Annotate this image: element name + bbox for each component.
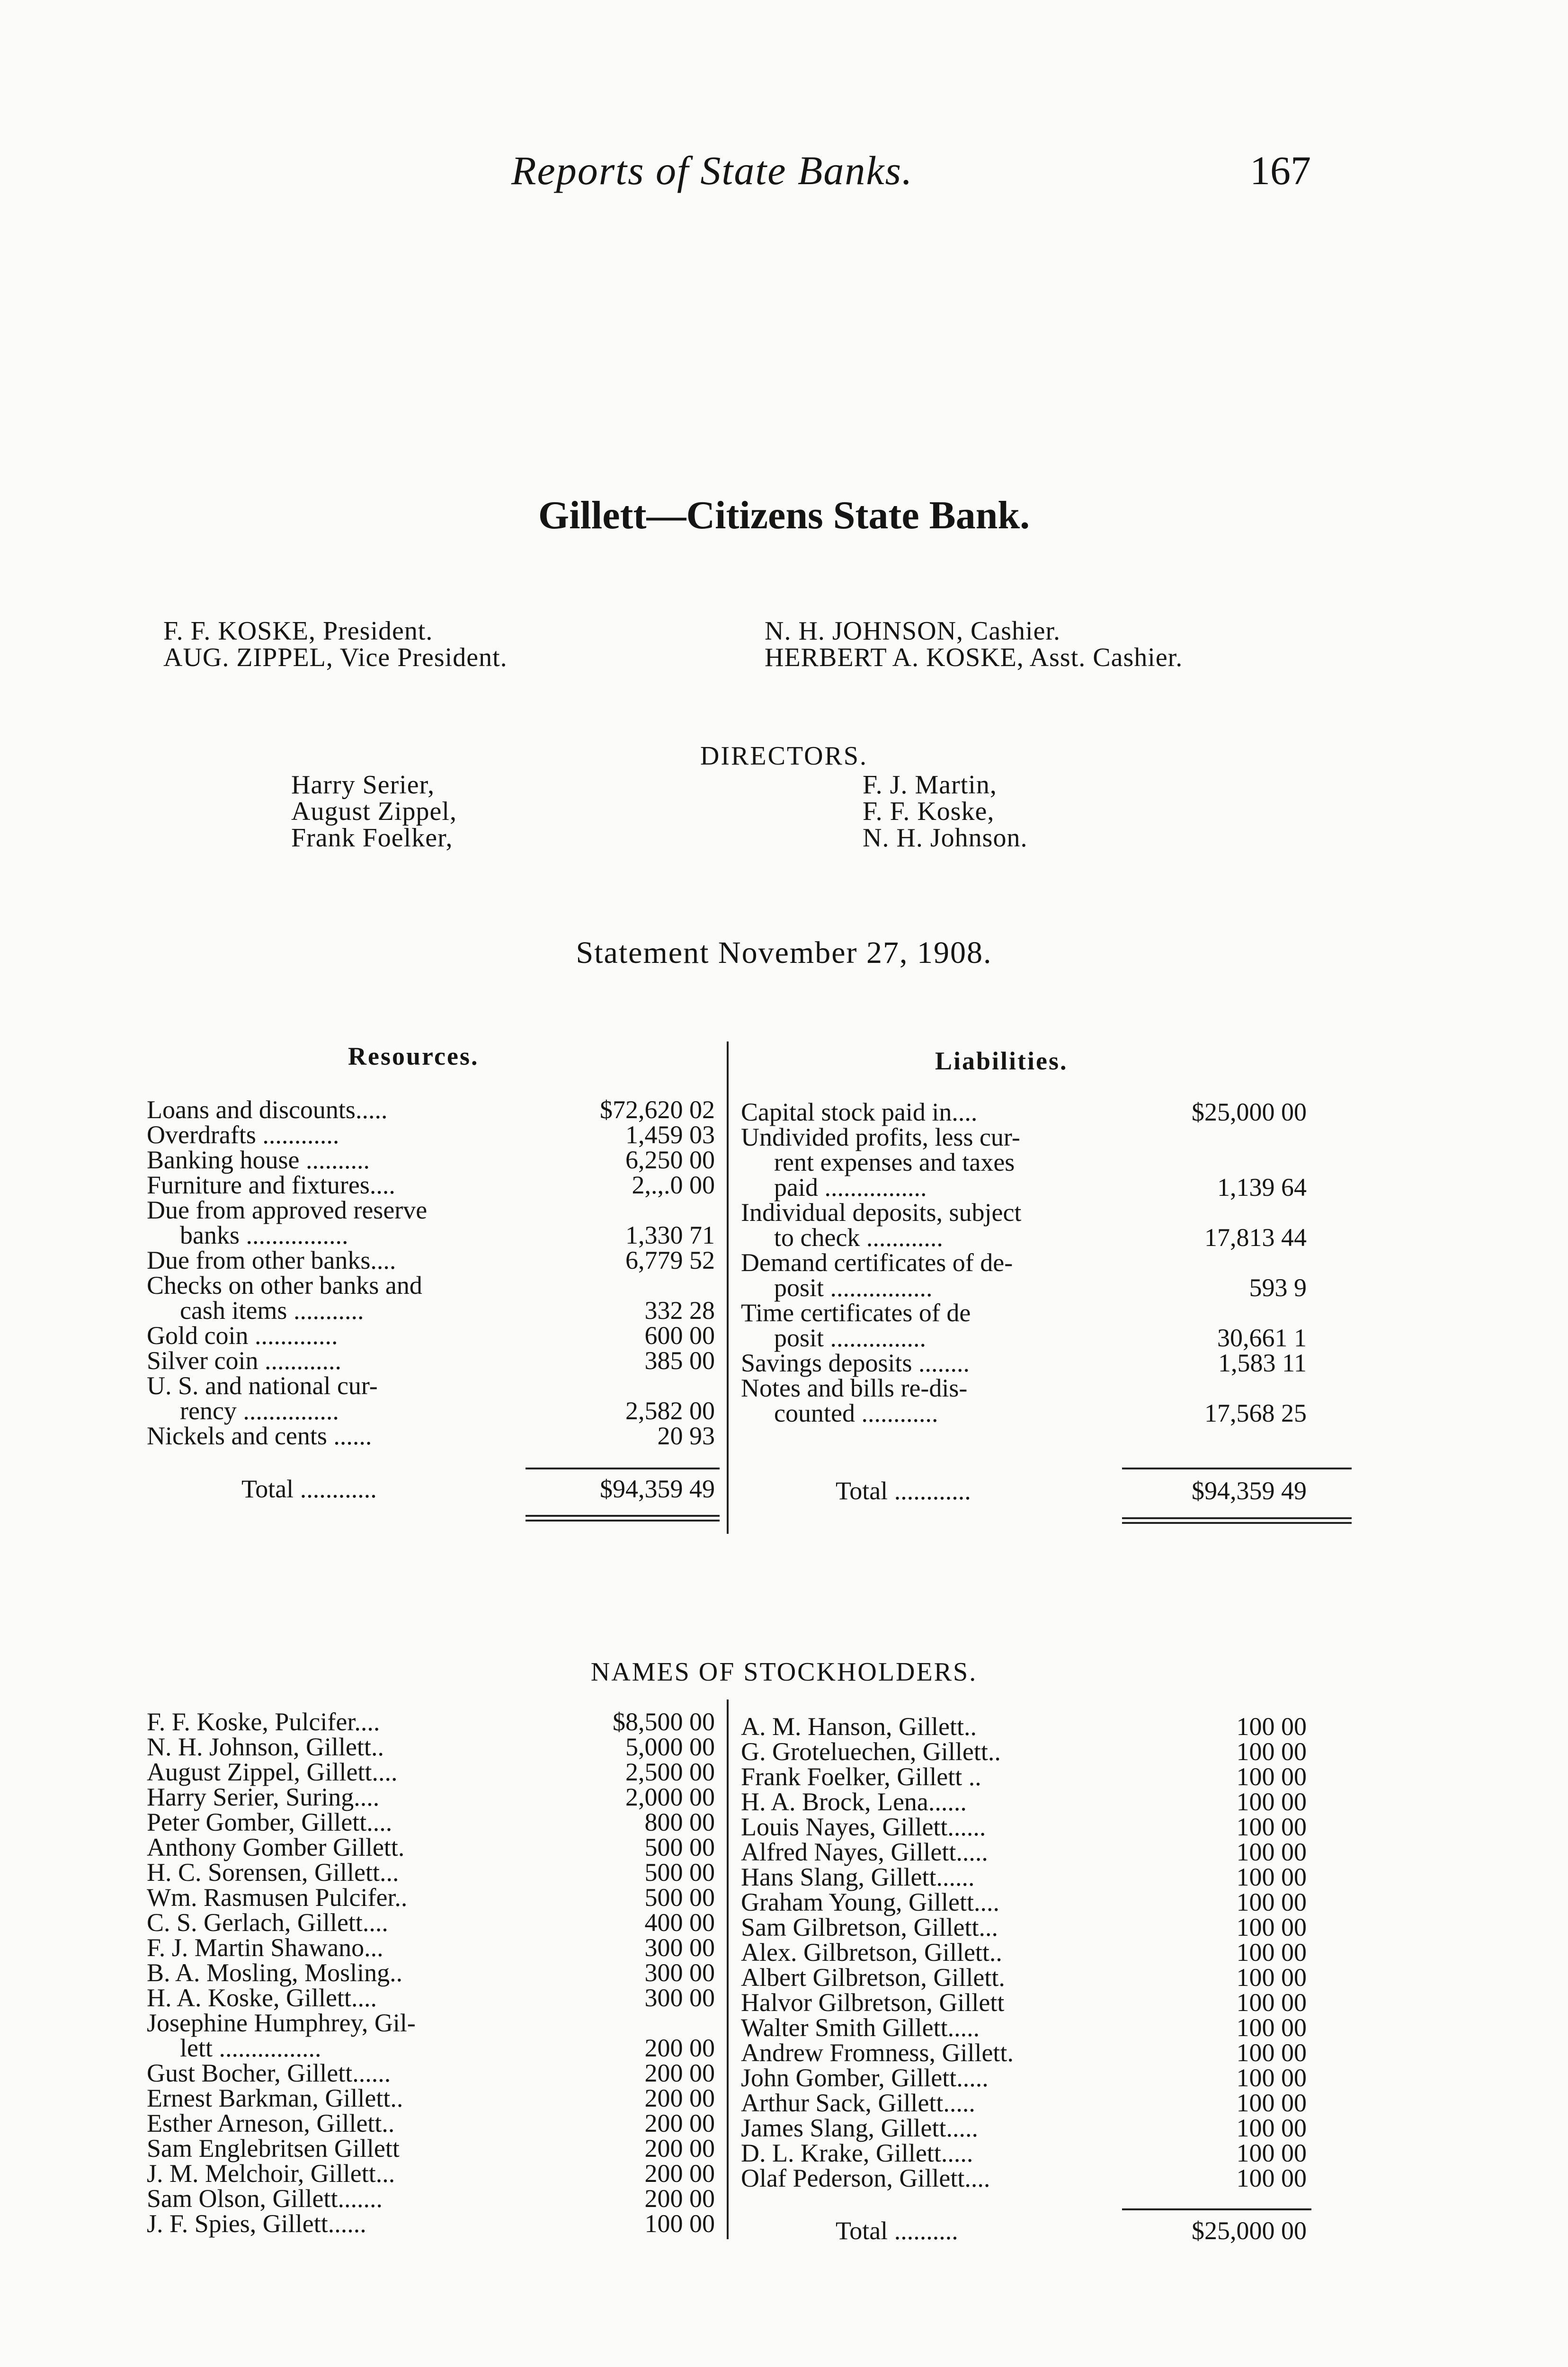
stockholder-amount: 2,000 00 <box>625 1783 715 1811</box>
stockholder-amount: 100 00 <box>644 2209 715 2238</box>
resources-total-amount: $94,359 49 <box>600 1475 715 1503</box>
liability-item-label: Capital stock paid in.... <box>741 1098 978 1126</box>
stockholder-label: H. C. Sorensen, Gillett... <box>147 1858 399 1886</box>
stockholder-label: G. Groteluechen, Gillett.. <box>741 1737 1001 1766</box>
stockholder-label: August Zippel, Gillett.... <box>147 1758 398 1786</box>
stockholder-amount: 500 00 <box>644 1883 715 1912</box>
resource-item-amount: 1,459 03 <box>625 1121 715 1149</box>
liability-item-label: paid ................ <box>774 1173 927 1201</box>
resource-item-label: Furniture and fixtures.... <box>147 1171 395 1199</box>
officer-vice-president: AUG. ZIPPEL, Vice President. <box>163 643 508 672</box>
stockholders-divider <box>727 1700 729 2239</box>
stockholder-amount: $8,500 00 <box>613 1708 715 1736</box>
resource-item-amount: $72,620 02 <box>600 1095 715 1124</box>
stockholder-label: Hans Slang, Gillett...... <box>741 1863 975 1891</box>
resource-item-amount: 6,250 00 <box>625 1146 715 1174</box>
resource-item-label: Due from approved reserve <box>147 1196 428 1224</box>
stockholder-label: Wm. Rasmusen Pulcifer.. <box>147 1883 408 1912</box>
liabilities-heading: Liabilities. <box>935 1047 1068 1075</box>
director: Frank Foelker, <box>291 823 453 853</box>
stockholder-amount: 800 00 <box>644 1808 715 1836</box>
liability-item-label: Demand certificates of de- <box>741 1248 1013 1277</box>
resource-item-label: Banking house .......... <box>147 1146 370 1174</box>
stockholder-amount: 300 00 <box>644 1958 715 1987</box>
running-title: Reports of State Banks. <box>511 148 913 193</box>
stockholder-amount: 100 00 <box>1236 1737 1307 1766</box>
director: F. F. Koske, <box>863 797 995 826</box>
directors-heading: DIRECTORS. <box>700 741 868 771</box>
resource-item-label: Silver coin ............ <box>147 1346 341 1375</box>
stockholder-amount: 400 00 <box>644 1908 715 1937</box>
stockholder-label: B. A. Mosling, Mosling.. <box>147 1958 403 1987</box>
stockholder-amount: 200 00 <box>644 2109 715 2137</box>
resource-item-label: Due from other banks.... <box>147 1246 396 1274</box>
stockholder-label: H. A. Brock, Lena...... <box>741 1788 967 1816</box>
resource-item-amount: 385 00 <box>644 1346 715 1375</box>
resource-item-label: U. S. and national cur- <box>147 1371 378 1400</box>
liability-item-label: rent expenses and taxes <box>774 1148 1015 1176</box>
stockholder-label: Sam Englebritsen Gillett <box>147 2134 400 2162</box>
stockholder-label: A. M. Hanson, Gillett.. <box>741 1712 977 1741</box>
stockholder-amount: 200 00 <box>644 2134 715 2162</box>
stockholder-label: Frank Foelker, Gillett .. <box>741 1762 981 1791</box>
resource-item-amount: 600 00 <box>644 1321 715 1350</box>
stockholder-amount: 300 00 <box>644 1933 715 1962</box>
page-number: 167 <box>1250 148 1311 193</box>
stockholder-label: Sam Gilbretson, Gillett... <box>741 1913 998 1941</box>
stockholder-amount: 500 00 <box>644 1833 715 1861</box>
stockholder-amount: 100 00 <box>1236 1762 1307 1791</box>
stockholder-label: Anthony Gomber Gillett. <box>147 1833 405 1861</box>
resource-item-label: banks ................ <box>180 1221 348 1249</box>
stockholder-amount: 100 00 <box>1236 1963 1307 1992</box>
liability-item-amount: 17,813 44 <box>1204 1223 1307 1252</box>
liability-item-label: Savings deposits ........ <box>741 1349 970 1377</box>
resource-item-label: Overdrafts ............ <box>147 1121 339 1149</box>
resource-item-amount: 1,330 71 <box>625 1221 715 1249</box>
liability-item-label: posit ................ <box>774 1273 933 1302</box>
resources-total-double-rule <box>526 1515 720 1522</box>
stockholder-label: Josephine Humphrey, Gil- <box>147 2009 416 2037</box>
stockholder-amount: 200 00 <box>644 2159 715 2188</box>
stockholder-amount: 200 00 <box>644 2084 715 2112</box>
stockholder-label: J. F. Spies, Gillett...... <box>147 2209 366 2238</box>
stockholder-label: C. S. Gerlach, Gillett.... <box>147 1908 388 1937</box>
stockholder-amount: 500 00 <box>644 1858 715 1886</box>
stockholder-label: Louis Nayes, Gillett...... <box>741 1813 986 1841</box>
liability-item-amount: $25,000 00 <box>1192 1098 1307 1126</box>
resource-item-label: Nickels and cents ...... <box>147 1422 372 1450</box>
stockholder-label: N. H. Johnson, Gillett.. <box>147 1733 384 1761</box>
bank-title: Gillett—Citizens State Bank. <box>538 493 1030 537</box>
officer-cashier: N. H. JOHNSON, Cashier. <box>765 616 1060 646</box>
stockholder-amount: 100 00 <box>1236 2038 1307 2067</box>
liability-item-label: to check ............ <box>774 1223 943 1252</box>
stockholder-label: Arthur Sack, Gillett..... <box>741 2089 975 2117</box>
stockholder-amount: 100 00 <box>1236 1813 1307 1841</box>
resource-item-label: Gold coin ............. <box>147 1321 338 1350</box>
stockholder-label: Esther Arneson, Gillett.. <box>147 2109 395 2137</box>
stockholder-label: F. F. Koske, Pulcifer.... <box>147 1708 380 1736</box>
resource-item-amount: 332 28 <box>644 1296 715 1325</box>
liabilities-total-double-rule <box>1122 1517 1352 1524</box>
stockholder-amount: 2,500 00 <box>625 1758 715 1786</box>
statement-heading: Statement November 27, 1908. <box>576 935 992 970</box>
stockholder-label: John Gomber, Gillett..... <box>741 2064 989 2092</box>
resource-item-amount: 2,582 00 <box>625 1397 715 1425</box>
resource-item-amount: 20 93 <box>657 1422 715 1450</box>
page: Reports of State Banks. 167 Gillett—Citizens State Bank. F. F. KOSKE, President. AUG. ZIPPEL, Vice President. N. H. JOHNSON, Cashier. HERBERT A. KOSKE, Asst. Cashier. DIRECTORS. Harry Serier, August Zippel, Frank Foelker, F. J. Martin, F. F. Koske, N. H. Johnson. Statement November 27, 1908. Resources. Liabilities. Loans and discounts..... $72,620 02 Overdrafts ............ 1,459 03 Banking house .......... 6,250 00 Furniture and fixtures.... 2,.,.0 00 Due from approved reserve banks ................ 1,330 71 Due from other banks.... 6,779 52 Checks on other banks and cash items ........... 332 28 Gold coin ............. 600 00 Silver coin ............ 385 00 U. S. and national cur- rency ............... 2,582 00 Nickels and cents ...... 20 93 Capital stock paid in.... $25,000 00 Undivided profits, less cur- rent expenses and taxes paid ................ 1,139 64 Individual deposits, subject to check ............ 17,813 44 Demand certificates of de- posit ................ 593 9 Time certificates of de posit ............... 30,661 1 Savings deposits ........ 1,583 11 Notes and bills re-dis- counted ............ 17,568 25 Total ............ $94,359 49 Total ............ $94,359 49 NAMES OF STOCKHOLDERS. F. F. Koske, Pulcifer.... $8,500 00 N. H. Johnson, Gillett.. 5,000 00 August Zippel, Gillett.... 2,500 00 Harry Serier, Suring.... 2,000 00 Peter Gomber, Gillett.... 800 00 Anthony Gomber Gillett. 500 00 H. C. Sorensen, Gillett... 500 00 Wm. Rasmusen Pulcifer.. 500 00 C. S. Gerlach, Gillett.... 400 00 F. J. Martin Shawano... 300 00 B. A. Mosling, Mosling.. 300 00 H. A. Koske, Gillett.... 300 00 Josephine Humphrey, Gil- lett ................ 200 00 Gust Bocher, Gillett...... 200 00 Ernest Barkman, Gillett.. 200 00 Esther Arneson, Gillett.. 200 00 Sam Englebritsen Gillett 200 00 J. M. Melchoir, Gillett... 200 00 Sam Olson, Gillett....... 200 00 J. F. Spies, Gillett...... 100 00 A. M. Hanson, Gillett.. 100 00 G. Groteluechen, Gillett.. 100 00 Frank Foelker, Gillett .. 100 00 H. A. Brock, Lena...... 100 00 Louis Nayes, Gillett...... 100 00 Alfred Nayes, Gillett..... 100 00 Hans Slang, Gillett...... 100 00 Graham Young, Gillett.... 100 00 Sam Gilbretson, Gillett... 100 00 Alex. Gilbretson, Gillett.. 100 00 Albert Gilbretson, Gillett. 100 00 Halvor Gilbretson, Gillett 100 00 Walter Smith Gillett..... 100 00 Andrew Fromness, Gillett. 100 00 John Gomber, Gillett..... 100 00 Arthur Sack, Gillett..... 100 00 James Slang, Gillett..... 100 00 D. L. Krake, Gillett..... 100 00 Olaf Pederson, Gillett.... 100 00 Total .......... $25,000 00 <box>0 0 1568 2367</box>
stockholder-amount: 100 00 <box>1236 1788 1307 1816</box>
stockholder-amount: 100 00 <box>1236 1863 1307 1891</box>
stockholder-amount: 100 00 <box>1236 1913 1307 1941</box>
stockholder-label: Peter Gomber, Gillett.... <box>147 1808 392 1836</box>
stockholder-amount: 100 00 <box>1236 1888 1307 1916</box>
liability-item-label: counted ............ <box>774 1399 938 1427</box>
liability-item-label: Notes and bills re-dis- <box>741 1374 968 1402</box>
stockholder-amount: 100 00 <box>1236 2139 1307 2167</box>
stockholder-amount: 200 00 <box>644 2059 715 2087</box>
liability-item-amount: 17,568 25 <box>1204 1399 1307 1427</box>
stockholder-label: Alex. Gilbretson, Gillett.. <box>741 1938 1002 1967</box>
liability-item-label: Undivided profits, less cur- <box>741 1123 1020 1151</box>
stockholder-label: lett ................ <box>180 2034 321 2062</box>
column-divider <box>727 1041 729 1534</box>
stockholder-amount: 100 00 <box>1236 1838 1307 1866</box>
stockholder-label: James Slang, Gillett..... <box>741 2114 978 2142</box>
stockholder-label: Andrew Fromness, Gillett. <box>741 2038 1014 2067</box>
stockholder-amount: 100 00 <box>1236 2164 1307 2192</box>
stockholder-label: Alfred Nayes, Gillett..... <box>741 1838 988 1866</box>
stockholders-heading: NAMES OF STOCKHOLDERS. <box>590 1657 978 1687</box>
stockholder-label: Walter Smith Gillett..... <box>741 2013 980 2042</box>
liability-item-amount: 1,583 11 <box>1218 1349 1307 1377</box>
stockholder-amount: 100 00 <box>1236 2114 1307 2142</box>
stockholder-label: J. M. Melchoir, Gillett... <box>147 2159 395 2188</box>
stockholder-amount: 300 00 <box>644 1984 715 2012</box>
director: F. J. Martin, <box>863 770 997 800</box>
stockholder-label: D. L. Krake, Gillett..... <box>741 2139 973 2167</box>
liability-item-label: Individual deposits, subject <box>741 1198 1022 1227</box>
resource-item-amount: 2,.,.0 00 <box>632 1171 715 1199</box>
stockholder-label: Albert Gilbretson, Gillett. <box>741 1963 1005 1992</box>
liabilities-total-amount: $94,359 49 <box>1192 1477 1307 1505</box>
stockholder-label: H. A. Koske, Gillett.... <box>147 1984 377 2012</box>
stockholder-label: Ernest Barkman, Gillett.. <box>147 2084 403 2112</box>
director: August Zippel, <box>291 797 457 826</box>
stockholder-amount: 5,000 00 <box>625 1733 715 1761</box>
resource-item-label: cash items ........... <box>180 1296 364 1325</box>
stockholder-amount: 200 00 <box>644 2034 715 2062</box>
officer-asst-cashier: HERBERT A. KOSKE, Asst. Cashier. <box>765 643 1183 672</box>
liability-item-label: Time certificates of de <box>741 1299 971 1327</box>
liability-item-label: posit ............... <box>774 1324 927 1352</box>
officer-president: F. F. KOSKE, President. <box>163 616 433 646</box>
liability-item-amount: 30,661 1 <box>1217 1324 1307 1352</box>
liabilities-subtotal-rule <box>1122 1468 1352 1469</box>
stockholder-amount: 200 00 <box>644 2184 715 2213</box>
stockholders-total-amount: $25,000 00 <box>1192 2216 1307 2245</box>
resources-subtotal-rule <box>526 1468 720 1469</box>
stockholders-total-rule <box>1122 2208 1311 2210</box>
stockholder-amount: 100 00 <box>1236 2013 1307 2042</box>
director: N. H. Johnson. <box>863 823 1028 853</box>
stockholder-label: Gust Bocher, Gillett...... <box>147 2059 391 2087</box>
resources-heading: Resources. <box>348 1042 479 1070</box>
resource-item-label: rency ............... <box>180 1397 339 1425</box>
resource-item-label: Checks on other banks and <box>147 1271 422 1299</box>
stockholder-label: F. J. Martin Shawano... <box>147 1933 383 1962</box>
stockholder-amount: 100 00 <box>1236 1712 1307 1741</box>
stockholder-label: Graham Young, Gillett.... <box>741 1888 999 1916</box>
stockholder-amount: 100 00 <box>1236 1988 1307 2017</box>
liability-item-amount: 1,139 64 <box>1217 1173 1307 1201</box>
stockholder-label: Halvor Gilbretson, Gillett <box>741 1988 1005 2017</box>
stockholder-label: Sam Olson, Gillett....... <box>147 2184 383 2213</box>
director: Harry Serier, <box>291 770 435 800</box>
stockholder-label: Harry Serier, Suring.... <box>147 1783 380 1811</box>
resource-item-label: Loans and discounts..... <box>147 1095 388 1124</box>
resource-item-amount: 6,779 52 <box>625 1246 715 1274</box>
stockholder-amount: 100 00 <box>1236 2064 1307 2092</box>
stockholder-label: Olaf Pederson, Gillett.... <box>741 2164 990 2192</box>
liability-item-amount: 593 9 <box>1249 1273 1307 1302</box>
stockholder-amount: 100 00 <box>1236 2089 1307 2117</box>
stockholder-amount: 100 00 <box>1236 1938 1307 1967</box>
